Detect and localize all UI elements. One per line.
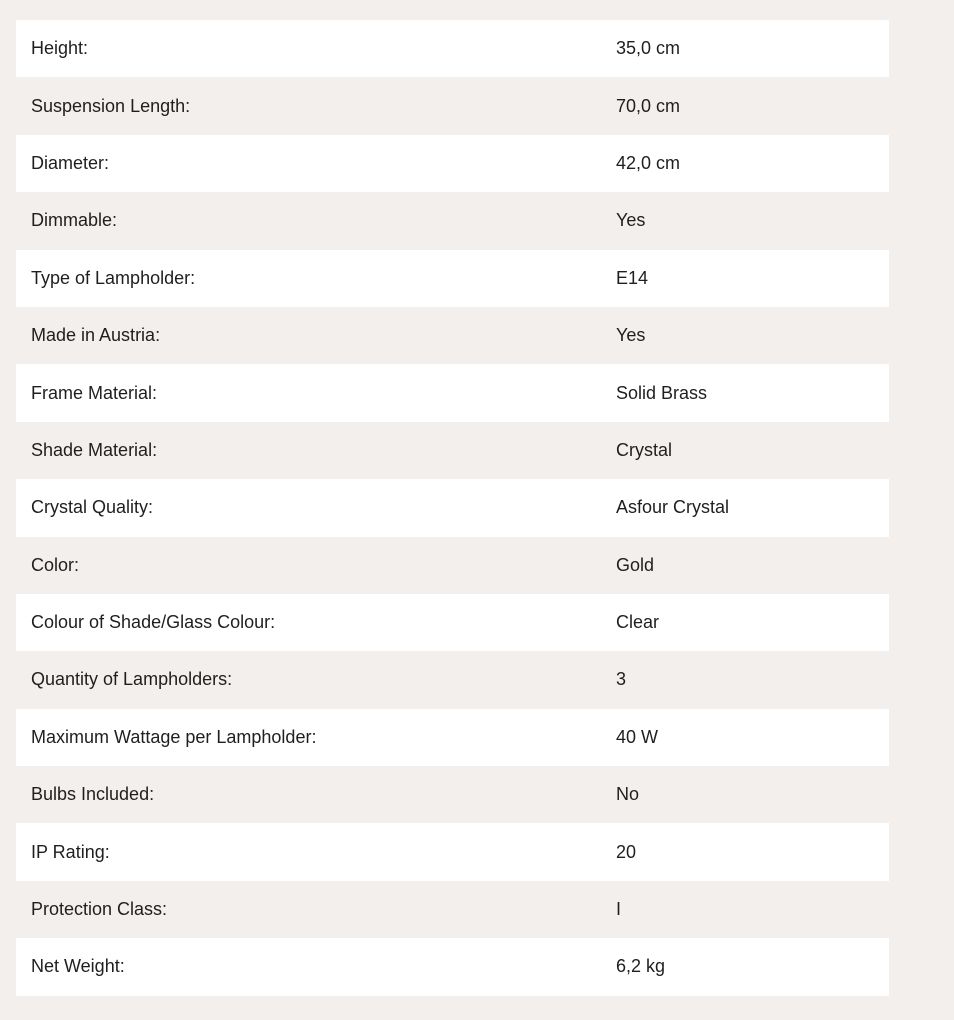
spec-row-crystal-quality — [16, 479, 889, 536]
spec-row-lampholder-quantity — [16, 651, 889, 708]
spec-row-bulbs-included — [16, 766, 889, 823]
spec-label: Type of Lampholder: — [31, 267, 196, 288]
spec-label: Frame Material: — [31, 382, 158, 403]
spec-label: Color: — [31, 554, 80, 575]
spec-label: Protection Class: — [31, 899, 168, 920]
spec-value: 40 W — [616, 726, 659, 747]
spec-label: Crystal Quality: — [31, 497, 154, 518]
spec-row-height — [16, 20, 889, 77]
spec-value: 35,0 cm — [616, 38, 681, 59]
spec-row-lampholder-type — [16, 250, 889, 307]
spec-label: Diameter: — [31, 152, 110, 173]
spec-row-ip-rating — [16, 823, 889, 880]
spec-label: Shade Material: — [31, 439, 158, 460]
spec-row-shade-colour — [16, 594, 889, 651]
spec-row-protection-class — [16, 881, 889, 938]
spec-row-frame-material — [16, 364, 889, 421]
spec-label: Dimmable: — [31, 210, 118, 231]
spec-value: Solid Brass — [616, 382, 708, 403]
specifications-table — [16, 20, 889, 996]
spec-value: Crystal — [616, 439, 673, 460]
spec-label: Bulbs Included: — [31, 784, 155, 805]
spec-value: Yes — [616, 210, 646, 231]
spec-label: Height: — [31, 38, 89, 59]
spec-row-max-wattage — [16, 709, 889, 766]
spec-row-shade-material — [16, 422, 889, 479]
spec-row-suspension-length — [16, 77, 889, 134]
spec-value: Gold — [616, 554, 655, 575]
spec-row-dimmable — [16, 192, 889, 249]
spec-value: Yes — [616, 325, 646, 346]
spec-row-color — [16, 537, 889, 594]
spec-value: 3 — [616, 669, 627, 690]
spec-value: No — [616, 784, 640, 805]
spec-label: Suspension Length: — [31, 95, 191, 116]
spec-label: IP Rating: — [31, 841, 110, 862]
spec-value: I — [616, 899, 622, 920]
spec-value: 70,0 cm — [616, 95, 681, 116]
spec-row-diameter — [16, 135, 889, 192]
spec-label: Colour of Shade/Glass Colour: — [31, 612, 276, 633]
spec-value: 42,0 cm — [616, 152, 681, 173]
spec-label: Made in Austria: — [31, 325, 161, 346]
spec-label: Net Weight: — [31, 956, 125, 977]
spec-row-net-weight — [16, 938, 889, 995]
spec-row-made-in-austria — [16, 307, 889, 364]
spec-label: Maximum Wattage per Lampholder: — [31, 726, 317, 747]
spec-value: Asfour Crystal — [616, 497, 730, 518]
spec-value: 20 — [616, 841, 637, 862]
spec-value: 6,2 kg — [616, 956, 666, 977]
spec-value: E14 — [616, 267, 649, 288]
spec-value: Clear — [616, 612, 660, 633]
spec-label: Quantity of Lampholders: — [31, 669, 233, 690]
